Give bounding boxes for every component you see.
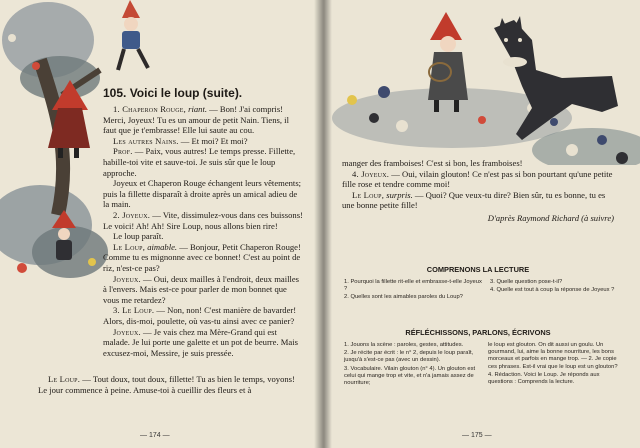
paragraph: Le Loup. — Tout doux, tout doux, fillette! Tu as bien le temps, voyons! Le jour commence à peine. Amuse-toi à cueillir des fleurs et à [38, 374, 295, 395]
lesson-title: 105. Voici le loup (suite). [103, 86, 243, 100]
question: 3. Quelle question pose-t-il? [490, 279, 563, 285]
right-text [342, 158, 614, 224]
exercise: le loup est glouton. On dit aussi un goulu. Un gourmand, lui, aime la bonne nourriture, les bons morceaux et parfois en mange trop. — 2. Je copie ces phrases. Est-il vrai que le loup est un glouton? [488, 342, 618, 370]
right-illustration [322, 0, 640, 165]
paragraph: Prof. — Paix, vous autres! Le temps presse. Fillette, habille-toi vite et sauve-toi. Je suis sûr que le loup approche. [103, 146, 296, 178]
paragraph: manger des framboises! C'est si bon, les framboises! [342, 158, 523, 168]
book-gutter [314, 0, 332, 448]
source-credit: D'après Raymond Richard (à suivre) [487, 212, 614, 223]
right-page [322, 0, 640, 448]
paragraph: 3. Le Loup. — Non, non! C'est manière de bavarder! Alors, dis-moi, poulette, où vas-tu ainsi avec ce panier? [103, 305, 297, 326]
question: 1. Pourquoi la fillette rit-elle et embrasse-t-elle Joyeux ? [344, 279, 482, 293]
paragraph: 4. Joyeux. — Oui, vilain glouton! Ce n'est pas si bon pourtant qu'une petite fille rose et tendre comme moi! [342, 168, 613, 190]
dwarf-figure [118, 0, 148, 70]
comprehension-col-2 [490, 279, 618, 295]
left-text-full [38, 374, 303, 395]
paragraph: Joyeux. — Je vais chez ma Mère-Grand qui est malade. Je lui porte une galette et un pot de beurre. Mais excusez-moi, Messire, je suis pressée. [103, 326, 298, 358]
question: 2. Quelles sont les aimables paroles du Loup? [344, 294, 463, 301]
exercises-col-1 [344, 342, 480, 388]
exercise: 2. Je récite par écrit : le n° 2, depuis le loup paraît, jusqu'à s'est-ce pas (avec un dessin). [344, 350, 474, 364]
left-text-bottom [103, 210, 303, 358]
exercises-col-2 [488, 342, 618, 387]
paragraph: Le Loup, surpris. — Quoi? Que veux-tu dire? Bien sûr, tu es bonne, tu es une bonne petite fille! [342, 189, 606, 211]
exercise: 1. Jouons la scène : paroles, gestes, attitudes. [344, 342, 464, 348]
page-number-left: — 174 — [140, 432, 170, 439]
page-number-right: — 175 — [462, 432, 492, 439]
paragraph: Le Loup, aimable. — Bonjour, Petit Chaperon Rouge! Comme tu es mignonne avec ce bonnet! C'est au point de riz, n'est-ce pas? [103, 241, 301, 273]
paragraph: Joyeux et Chaperon Rouge échangent leurs vêtements; puis la fillette disparaît à droite après un amical adieu de la main. [103, 178, 302, 210]
exercise: 4. Rédaction. Voici le Loup. Je réponds aux questions : Comprends la lecture. [488, 371, 600, 386]
paragraph: Joyeux. — Oui, deux mailles à l'endroit, deux mailles à l'envers. Mais est-ce pour parler de mon bonnet que vous me retardez? [103, 273, 300, 305]
comprehension-col-1 [344, 279, 482, 303]
question: 4. Quelle est tout à coup la réponse de Joyeux ? [490, 287, 615, 294]
paragraph: Les autres Nains. — Et moi? Et moi? [113, 135, 248, 146]
comprehension-heading: COMPRENONS LA LECTURE [426, 265, 530, 274]
exercise: 3. Vocabulaire. Vilain glouton (n° 4). Un glouton est celui qui mange trop et vite, et n'a jamais assez de nourriture; [344, 365, 476, 387]
exercises-heading: RÉFLÉCHISSONS, PARLONS, ÉCRIVONS [405, 328, 551, 337]
left-text-top [103, 104, 303, 210]
paragraph: 1. Chaperon Rouge, riant. — Bon! J'ai compris! Merci, Joyeux! Tu es un amour de petit Nain. Tiens, il faut que je t'embrasse! Elle lui saute au cou. [103, 104, 289, 136]
paragraph: Le loup paraît. [113, 231, 164, 242]
paragraph: 2. Joyeux. — Vite, dissimulez-vous dans ces buissons! Le voici! Ah! Ah! Sire Loup, nous allons bien rire! [103, 210, 303, 231]
girl-with-basket-figure [428, 12, 468, 112]
